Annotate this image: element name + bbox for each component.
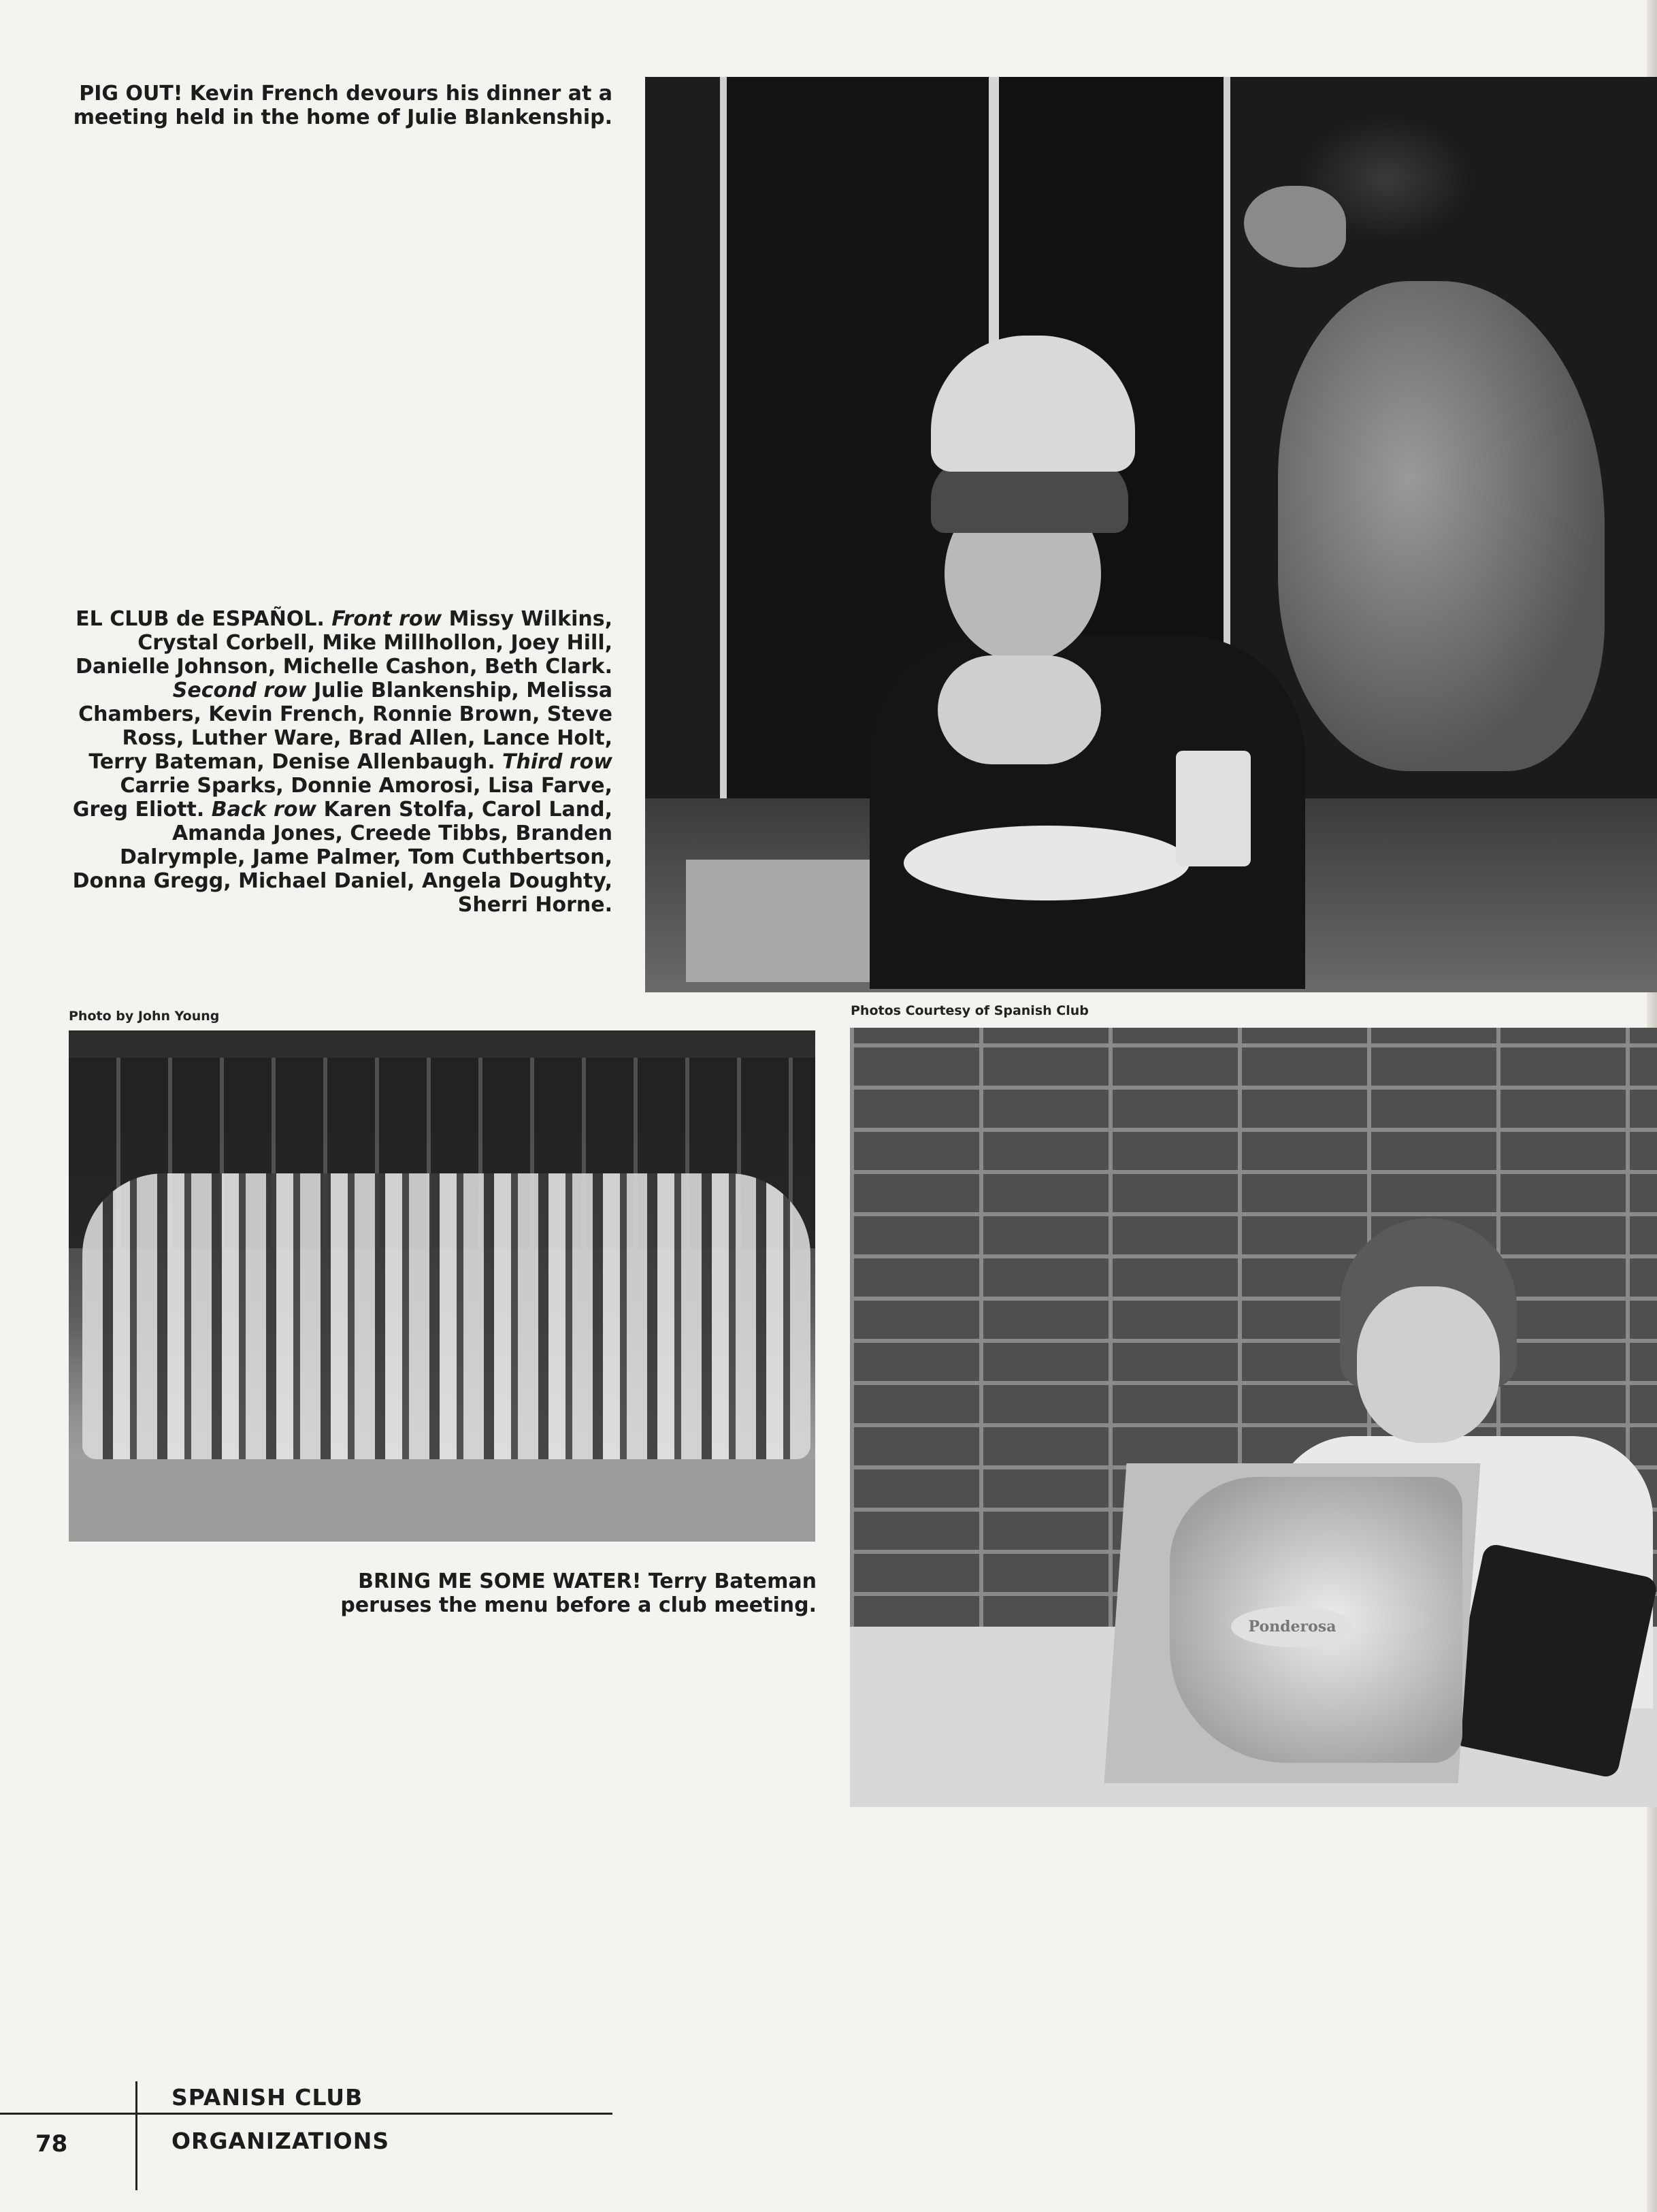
credit-spanish-club: Photos Courtesy of Spanish Club [851, 1003, 1089, 1018]
person-face [1357, 1286, 1500, 1443]
credit-john-young: Photo by John Young [69, 1009, 220, 1024]
caption-water-body: Terry Bateman peruses the menu before a club meeting. [340, 1569, 817, 1617]
menu-logo: Ponderosa [1231, 1606, 1354, 1647]
hands-with-food [938, 655, 1101, 764]
caption-water-lead: BRING ME SOME WATER! [358, 1569, 642, 1593]
third-row-names: Carrie Sparks, Donnie Amorosi, Lisa Farve, Greg Eliott. [72, 774, 612, 822]
footer-category: ORGANIZATIONS [171, 2128, 390, 2154]
front-row-label: Front row [331, 607, 442, 631]
page-number: 78 [35, 2130, 68, 2158]
photo-terry-menu [850, 1028, 1657, 1807]
caption-bring-water [286, 1569, 817, 1617]
caption-pig-out [68, 82, 612, 129]
second-row-label: Second row [172, 679, 307, 702]
caption-club-roster [65, 607, 612, 917]
back-row-label: Back row [211, 798, 317, 822]
caption-pig-out-lead: PIG OUT! [79, 82, 183, 105]
pheasant-body [1278, 281, 1605, 771]
pavement [69, 1459, 815, 1542]
footer-rule [0, 2113, 612, 2115]
dinner-plate [904, 826, 1190, 900]
photo-club-group [69, 1030, 815, 1542]
footer-divider [135, 2081, 137, 2190]
footer-section: SPANISH CLUB [171, 2084, 363, 2111]
back-row-names: Karen Stolfa, Carol Land, Amanda Jones, Creede Tibbs, Branden Dalrymple, Jame Palmer, Tom Cuthbertson, Donna Gregg, Michael Daniel, Angela Doughty, Sherri Horne. [72, 798, 612, 917]
caption-pig-out-body: Kevin French devours his dinner at a meeting held in the home of Julie Blankenship. [73, 82, 612, 129]
third-row-label: Third row [502, 750, 612, 774]
club-members-group [82, 1173, 810, 1459]
baseball-cap [931, 336, 1135, 472]
cup [1176, 751, 1251, 866]
club-title: EL CLUB de ESPAÑOL. [76, 607, 325, 631]
pheasant-head [1244, 186, 1346, 267]
photo-kevin-eating [645, 77, 1657, 992]
front-row-names: Missy Wilkins, Crystal Corbell, Mike Millhollon, Joey Hill, Danielle Johnson, Michelle Cashon, Beth Clark. [76, 607, 612, 679]
second-row-names: Julie Blankenship, Melissa Chambers, Kevin French, Ronnie Brown, Steve Ross, Luther Ware, Brad Allen, Lance Holt, Terry Bateman, Denise Allenbaugh. [78, 679, 612, 774]
